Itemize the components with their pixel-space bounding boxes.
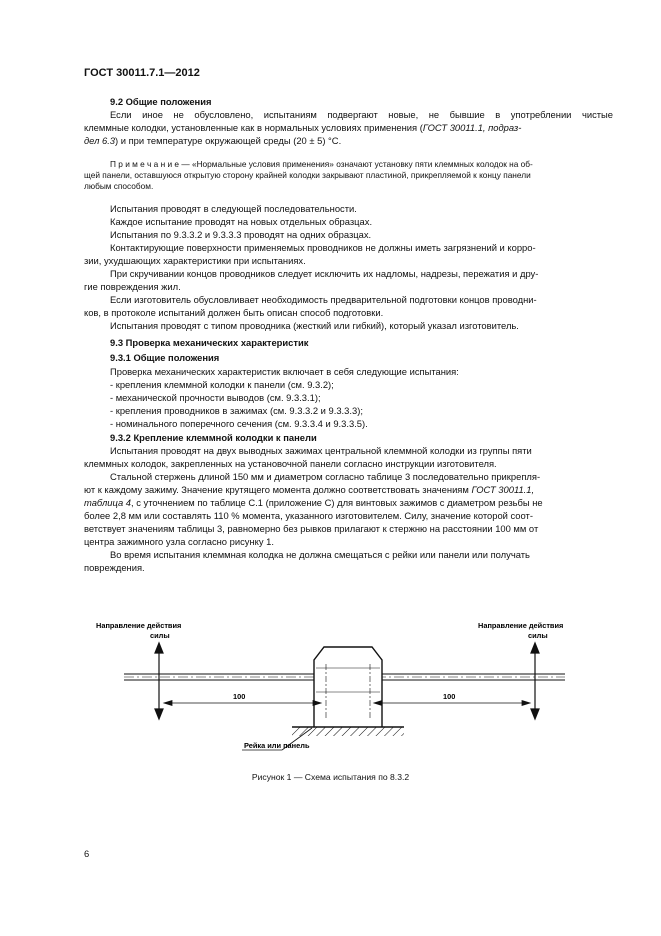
page-number: 6	[84, 848, 90, 859]
para-line: Испытания по 9.3.3.2 и 9.3.3.3 проводят на одних образцах.	[110, 229, 372, 240]
para-line: Стальной стержень длиной 150 мм и диаметром согласно таблице 3 последовательно прикрепля-	[110, 471, 541, 482]
section-9-3-title: 9.3 Проверка механических характеристик	[110, 337, 309, 348]
left-force-label-2: силы	[150, 631, 170, 640]
para-line: таблица 4, с уточнением по таблице С.1 (приложение С) для винтовых зажимов с диаметром резьбы не	[84, 497, 543, 508]
section-9-3-1-title: 9.3.1 Общие положения	[110, 352, 220, 363]
para-line: дел 6.3) и при температуре окружающей среды (20 ± 5) °С.	[84, 135, 342, 146]
rail-label: Рейка или панель	[244, 741, 310, 750]
para-line: более 2,8 мм или составлять 110 % момента, указанного изготовителем. Силу, значение которой соот-	[84, 510, 533, 521]
para-line: Испытания проводят в следующей последовательности.	[110, 203, 357, 214]
list-item: - крепления проводников в зажимах (см. 9.3.3.2 и 9.3.3.3);	[110, 405, 363, 416]
para-line: клеммные колодки, установленные как в нормальных условиях применения (ГОСТ 30011.1, подраз-	[84, 122, 522, 133]
list-item: - номинального поперечного сечения (см. 9.3.3.4 и 9.3.3.5).	[110, 418, 368, 429]
para-line: Во время испытания клеммная колодка не должна смещаться с рейки или панели или получать	[110, 549, 530, 560]
section-9-2-title: 9.2 Общие положения	[110, 96, 212, 107]
right-force-label-2: силы	[528, 631, 548, 640]
right-force-label: Направление действия	[478, 621, 564, 630]
right-dimension-value: 100	[443, 692, 456, 701]
list-item: - механической прочности выводов (см. 9.3.3.1);	[110, 392, 321, 403]
section-9-3-2-title: 9.3.2 Крепление клеммной колодки к панели	[110, 432, 317, 443]
para-line: зии, ухудшающих характеристики при испытаниях.	[84, 255, 306, 266]
right-steel-rod	[376, 674, 565, 680]
para-line: Испытания проводят на двух выводных зажимах центральной клеммной колодки из группы пяти	[110, 445, 532, 456]
list-item: - крепления клеммной колодки к панели (см. 9.3.2);	[110, 379, 334, 390]
para-line: ют к каждому зажиму. Значение крутящего момента должно соответствовать значениям ГОСТ 30011.1,	[84, 484, 535, 495]
document-header: ГОСТ 30011.7.1—2012	[84, 67, 200, 79]
right-force-arrow	[531, 643, 539, 719]
para-line: Каждое испытание проводят на новых отдельных образцах.	[110, 216, 373, 227]
para-line: ков, в протоколе испытаний должен быть описан способ подготовки.	[84, 307, 384, 318]
left-force-arrow	[155, 643, 163, 719]
left-force-label: Направление действия	[96, 621, 182, 630]
right-dimension-line	[374, 701, 530, 706]
note-line: щей панели, оставшуюся открытую сторону крайней колодки закрывают пластиной, прикрепляемой к концу панели	[84, 170, 531, 180]
para-line: При скручивании концов проводников следует исключить их надломы, надрезы, пережатия и дру-	[110, 268, 539, 279]
para-line: клеммных колодок, закрепленных на установочной панели согласно инструкции изготовителя.	[84, 458, 497, 469]
rail-hatching	[292, 727, 404, 736]
terminal-block	[314, 647, 382, 727]
note-line: любым способом.	[84, 181, 154, 191]
para-line: Если иное не обусловлено, испытаниям подвергают новые, не бывшие в употреблении чистые	[110, 109, 613, 120]
para-line: центра зажимного узла согласно рисунку 1.	[84, 536, 274, 547]
para-line: Испытания проводят с типом проводника (жесткий или гибкий), который указал изготовитель.	[110, 320, 519, 331]
para-line: Проверка механических характеристик включает в себя следующие испытания:	[110, 366, 459, 377]
para-line: Контактирующие поверхности применяемых проводников не должны иметь загрязнений и корро-	[110, 242, 536, 253]
figure-caption: Рисунок 1 — Схема испытания по 8.3.2	[251, 772, 410, 782]
left-steel-rod	[124, 674, 318, 680]
para-line: повреждения.	[84, 562, 145, 573]
para-line: ветствует значениям таблицы 3, равномерно без рывков прилагают к стержню на расстоянии 100 мм от	[84, 523, 539, 534]
left-dimension-value: 100	[233, 692, 246, 701]
para-line: гие повреждения жил.	[84, 281, 181, 292]
note-line: П р и м е ч а н и е — «Нормальные условия применения» означают установку пяти клеммных колодок на об-	[110, 159, 533, 169]
left-dimension-line	[164, 701, 321, 706]
para-line: Если изготовитель обусловливает необходимость предварительной подготовки концов проводни-	[110, 294, 537, 305]
